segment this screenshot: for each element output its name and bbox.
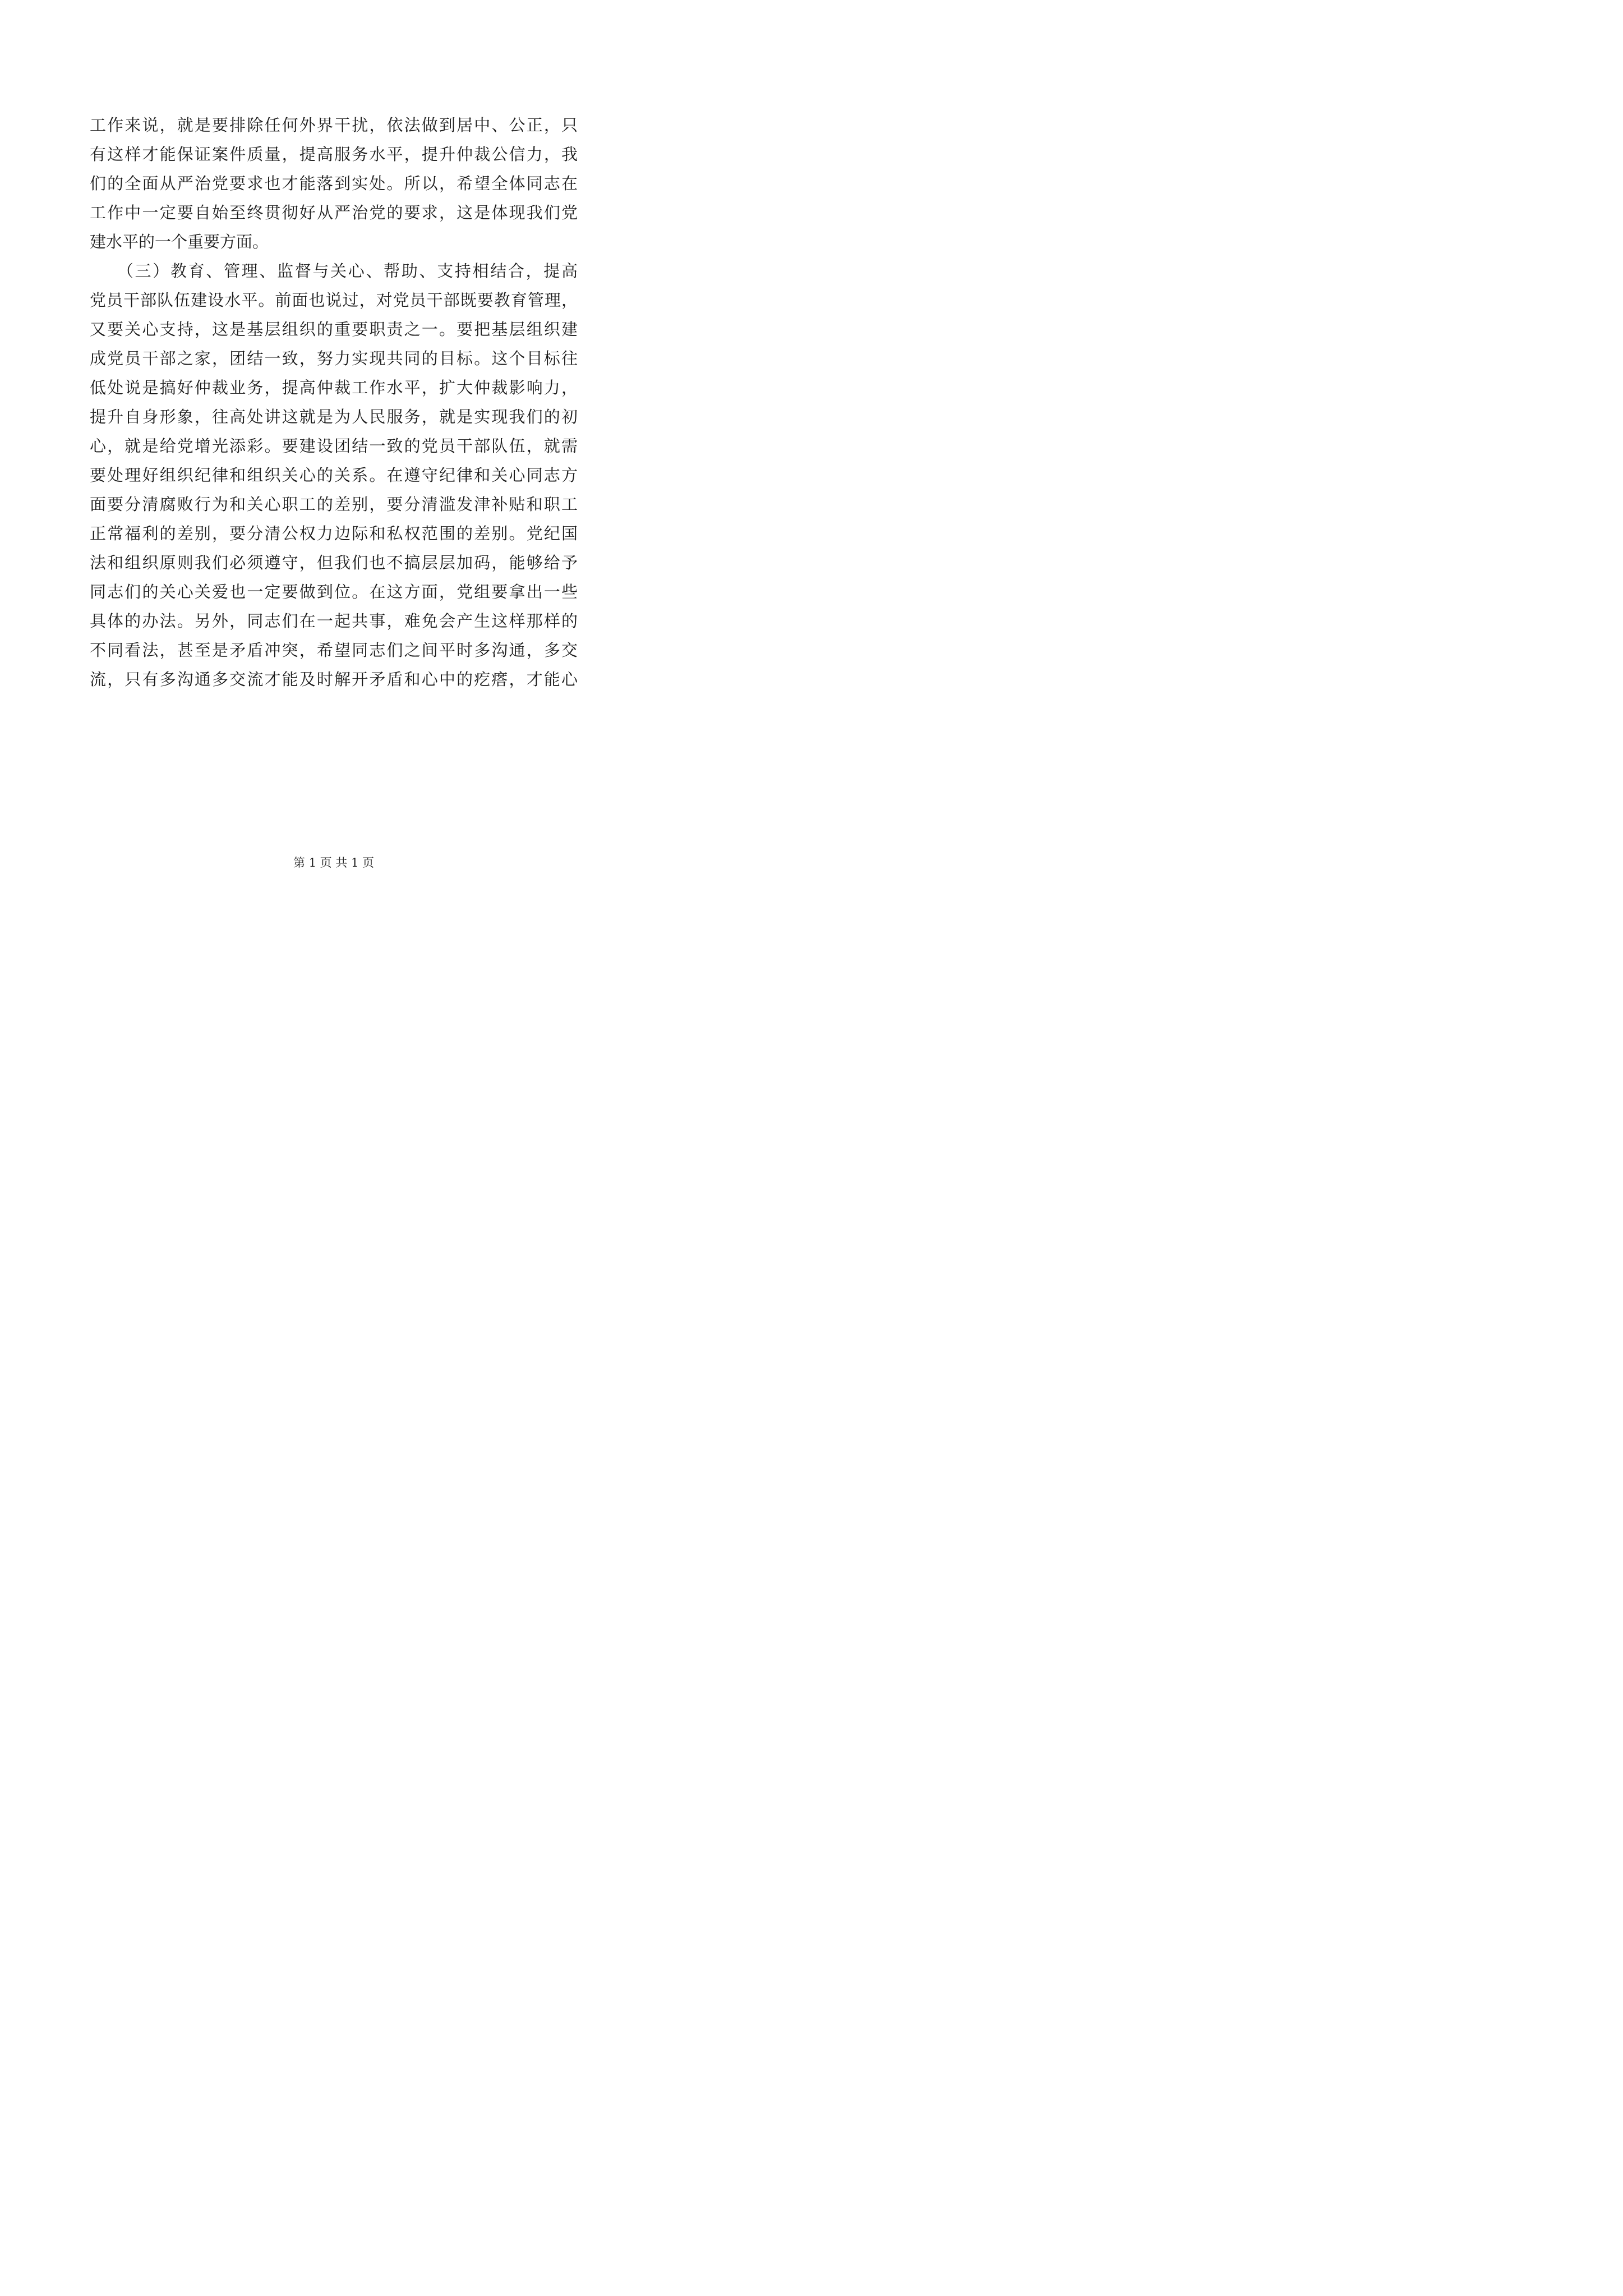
text-line: 具体的办法。另外，同志们在一起共事，难免会产生这样那样的 [90,611,578,631]
text-line: 心，就是给党增光添彩。要建设团结一致的党员干部队伍，就需 [90,436,578,455]
text-line: 们的全面从严治党要求也才能落到实处。所以，希望全体同志在 [90,174,578,193]
text-line: 有这样才能保证案件质量，提高服务水平，提升仲裁公信力，我 [90,145,578,164]
text-line: 不同看法，甚至是矛盾冲突，希望同志们之间平时多沟通，多交 [90,641,578,660]
text-line: 面要分清腐败行为和关心职工的差别，要分清滥发津补贴和职工 [90,495,578,514]
body-text [90,111,578,694]
page-footer [0,854,667,871]
text-line: 流，只有多沟通多交流才能及时解开矛盾和心中的疙瘩，才能心 [90,670,578,689]
text-line: 成党员干部之家，团结一致，努力实现共同的目标。这个目标往 [90,349,578,368]
text-line: 法和组织原则我们必须遵守，但我们也不搞层层加码，能够给予 [90,553,578,572]
text-line: 提升自身形象，往高处讲这就是为人民服务，就是实现我们的初 [90,407,578,426]
text-line: 工作来说，就是要排除任何外界干扰，依法做到居中、公正，只 [90,116,578,135]
text-line: 要处理好组织纪律和组织关心的关系。在遵守纪律和关心同志方 [90,466,578,485]
text-line: 工作中一定要自始至终贯彻好从严治党的要求，这是体现我们党 [90,203,578,222]
document-page [0,0,667,945]
text-line: 正常福利的差别，要分清公权力边际和私权范围的差别。党纪国 [90,524,578,543]
text-line: 又要关心支持，这是基层组织的重要职责之一。要把基层组织建 [90,320,578,339]
text-line: 低处说是搞好仲裁业务，提高仲裁工作水平，扩大仲裁影响力， [90,378,578,397]
page-number: 第 1 页 共 1 页 [293,856,375,869]
text-line: （三）教育、管理、监督与关心、帮助、支持相结合，提高 [90,261,578,280]
text-line: 党员干部队伍建设水平。前面也说过，对党员干部既要教育管理， [90,291,578,310]
text-line: 建水平的一个重要方面。 [90,232,269,251]
text-line: 同志们的关心关爱也一定要做到位。在这方面，党组要拿出一些 [90,582,578,601]
